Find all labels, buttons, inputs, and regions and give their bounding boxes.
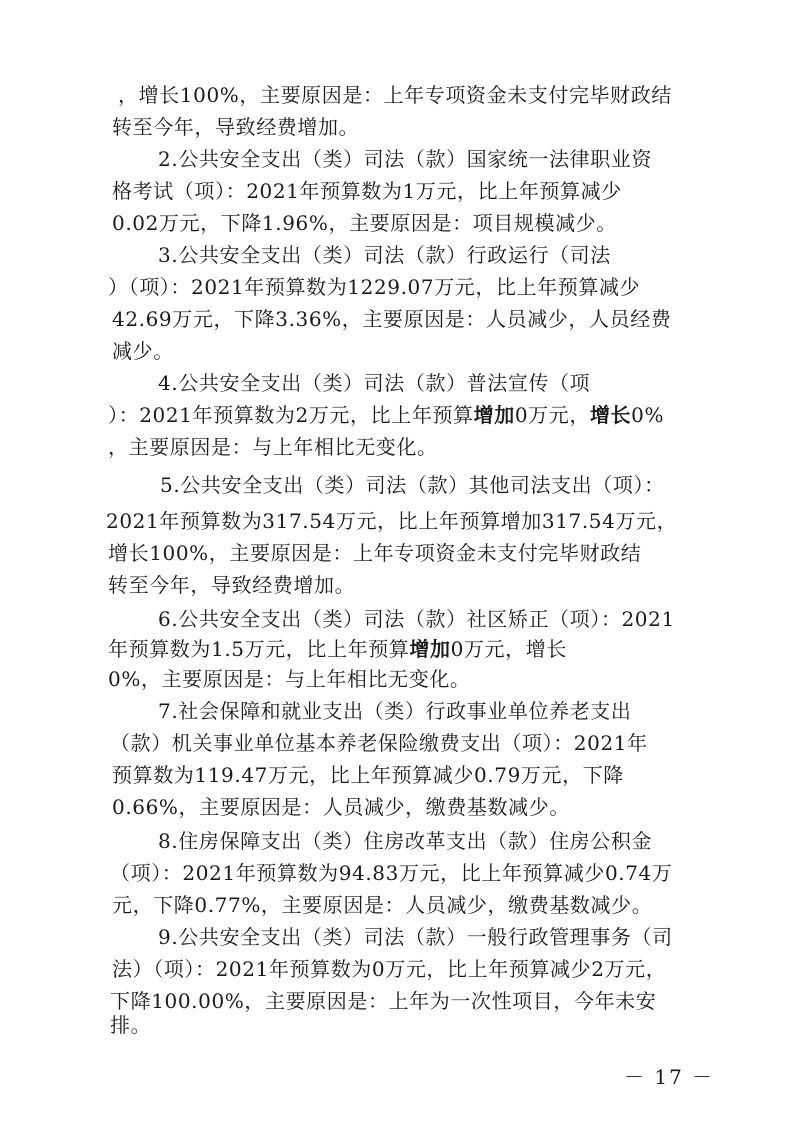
text-line-5: 0.02万元，下降1.96%，主要原因是：项目规模减少。 xyxy=(112,211,617,235)
item-8-heading: 8.住房保障支出（类）住房改革支出（款）住房公积金 xyxy=(158,829,653,853)
text-line-23: 0.66%，主要原因是：人员减少，缴费基数减少。 xyxy=(112,795,570,819)
text-line-9: 减少。 xyxy=(112,339,174,363)
item-6-heading: 6.公共安全支出（类）司法（款）社区矫正（项）：2021 xyxy=(158,607,675,631)
item-3-heading: 3.公共安全支出（类）司法（款）行政运行（司法 xyxy=(158,243,611,267)
item-9-heading: 9.公共安全支出（类）司法（款）一般行政管理事务（司 xyxy=(158,925,673,949)
text-segment: 0% xyxy=(631,403,665,427)
text-line-21: （款）机关事业单位基本养老保险缴费支出（项）：2021年 xyxy=(110,731,648,755)
text-line-2: 转至今年，导致经费增加。 xyxy=(112,115,360,139)
text-line-28: 法）（项）：2021年预算数为0万元，比上年预算减少2万元， xyxy=(112,957,667,981)
item-7-heading: 7.社会保障和就业支出（类）行政事业单位养老支出 xyxy=(158,699,632,723)
text-line-26: 元，下降0.77%，主要原因是：人员减少，缴费基数减少。 xyxy=(112,893,653,917)
text-segment: ）：2021年预算数为2万元，比上年预算 xyxy=(108,403,474,427)
item-5-heading: 5.公共安全支出（类）司法（款）其他司法支出（项）： xyxy=(160,473,665,497)
text-line-19: 0%，主要原因是：与上年相比无变化。 xyxy=(108,667,471,691)
text-line-14: 2021年预算数为317.54万元，比上年预算增加317.54万元， xyxy=(106,509,678,533)
text-line-4: 格考试（项）：2021年预算数为1万元，比上年预算减少 xyxy=(112,179,622,203)
emphasis-increase: 增加 xyxy=(473,403,515,427)
page-number: － 17 － xyxy=(624,1065,715,1089)
emphasis-growth: 增长 xyxy=(589,403,632,427)
item-2-heading: 2.公共安全支出（类）司法（款）国家统一法律职业资 xyxy=(158,147,653,171)
text-line-22: 预算数为119.47万元，比上年预算减少0.79万元，下降 xyxy=(112,763,624,787)
text-line-16: 转至今年，导致经费增加。 xyxy=(108,573,356,597)
text-line-18 xyxy=(108,636,567,662)
text-line-1: ，增长100%，主要原因是：上年专项资金未支付完毕财政结 xyxy=(118,83,672,107)
text-line-11 xyxy=(108,402,664,428)
text-line-7: ）（项）：2021年预算数为1229.07万元，比上年预算减少 xyxy=(108,275,641,299)
text-line-25: （项）：2021年预算数为94.83万元，比上年预算减少0.74万 xyxy=(110,861,673,885)
text-segment: 0万元， xyxy=(514,403,590,427)
text-line-12: ，主要原因是：与上年相比无变化。 xyxy=(108,435,438,459)
text-segment: 0万元，增长 xyxy=(450,637,567,661)
emphasis-increase: 增加 xyxy=(409,637,451,661)
text-line-29: 下降100.00%，主要原因是：上年为一次性项目，今年未安 xyxy=(110,989,657,1013)
text-line-30: 排。 xyxy=(110,1013,152,1037)
text-line-15: 增长100%，主要原因是：上年专项资金未支付完毕财政结 xyxy=(108,541,642,565)
item-4-heading: 4.公共安全支出（类）司法（款）普法宣传（项 xyxy=(158,371,591,395)
text-segment: 年预算数为1.5万元，比上年预算 xyxy=(108,637,410,661)
text-line-8: 42.69万元，下降3.36%，主要原因是：人员减少，人员经费 xyxy=(112,307,672,331)
